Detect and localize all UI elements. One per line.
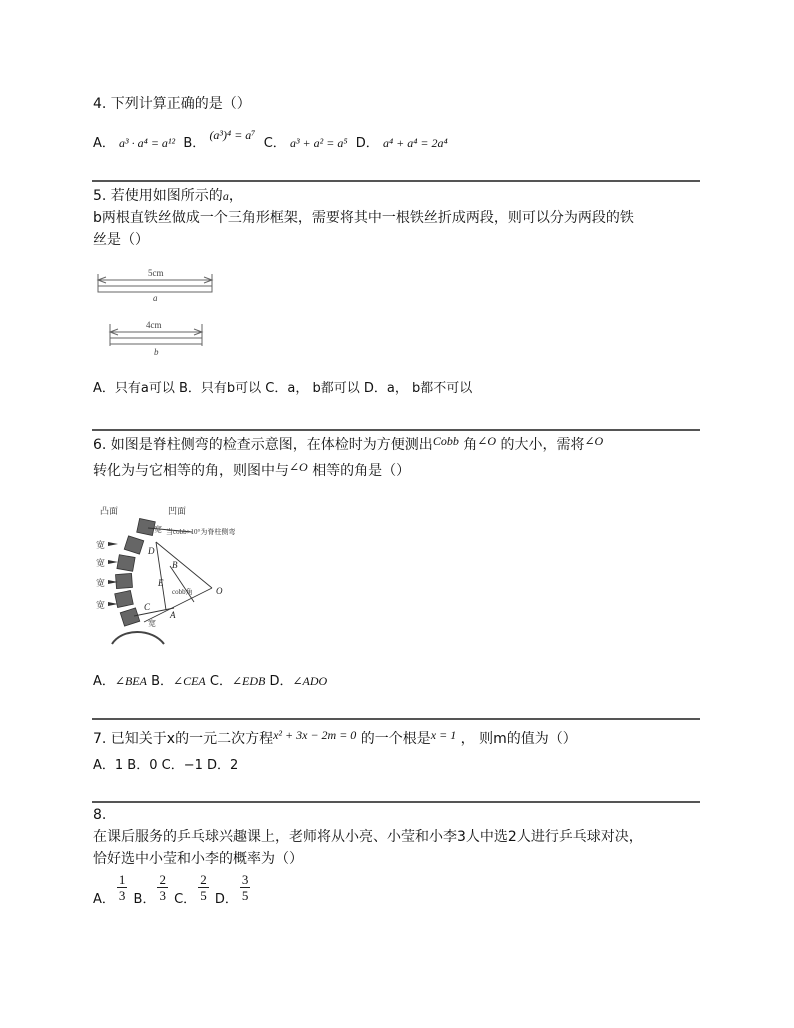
q8-stem-line1: 在课后服务的乒乓球兴趣课上，老师将从小亮、小莹和小李3人中选2人进行乒乓球对决， [93,829,643,845]
q6-angle-o: ∠O [289,460,308,474]
question-6-stem [93,434,603,482]
divider [92,429,700,431]
option-d-label: D． [269,674,293,689]
q7-stem-a: 7. 已知关于x的一元二次方程 [93,731,274,747]
point-e: E [158,578,164,588]
label-wide-4: 宽 [96,600,106,610]
q7-root: x = 1 [430,728,457,742]
q5-stem-line1-a: 5. 若使用如图所示的 [93,188,223,204]
option-d-denominator: 5 [241,888,249,903]
cobb-note: 当cobb>10°为脊柱侧弯 [166,528,236,536]
q6-stem-line1-c: 的大小，需将 [500,437,585,453]
option-b-label: B． [151,674,174,689]
question-5-stem [93,185,634,251]
q6-stem-line2-a: 转化为与它相等的角，则图中与 [93,463,289,479]
divider [92,718,700,720]
q7-equation: x² + 3x − 2m = 0 [273,728,357,742]
question-4-stem: 4. 下列计算正确的是（） [93,96,251,112]
q6-angle-o: ∠O [477,434,497,448]
label-wide-bottom: 宽 [148,619,156,628]
q8-stem-line2: 恰好选中小莹和小李的概率为（） [93,851,303,867]
question-8-options [93,872,252,907]
option-d-numerator: 3 [241,872,249,887]
option-c-label: C． [174,892,197,907]
option-c-numerator: 2 [200,872,207,887]
q5-stem-line2: b两根直铁丝做成一个三角形框架，需要将其中一根铁丝折成两段，则可以分为两段的铁 [93,210,634,226]
q5-var-a: a [222,189,229,203]
option-a-fraction [117,872,128,903]
wire-a-length: 5cm [148,268,164,278]
option-b-label: B． [183,136,206,151]
label-concave: 凹面 [168,506,187,516]
option-d-label: D． [214,892,238,907]
point-d: D [148,546,155,556]
option-a-label: A． [93,674,115,689]
option-c-label: C． [263,136,286,151]
point-o: O [216,586,223,596]
q5-stem-line3: 丝是（） [93,232,149,248]
question-8-stem [93,804,643,870]
option-c-math: a³ + a² = a⁵ [289,136,348,150]
point-a: A [170,610,176,620]
option-b-fraction [157,872,168,903]
question-6-options [93,670,327,689]
option-c-denominator: 5 [200,888,207,903]
option-a-label: A． [93,892,115,907]
label-wide-1: 宽 [96,540,106,550]
q6-stem-line2-b: 相等的角是（） [312,463,411,479]
wire-figure [96,266,220,358]
question-4-options [93,128,448,151]
question-7-options: A．1 B．0 C．−1 D．2 [93,758,239,773]
question-7-stem [93,728,577,750]
option-b-denominator: 3 [159,888,166,903]
label-wide-3: 宽 [96,578,106,588]
q5-stem-line1-b: ， [228,188,243,204]
point-b: B [172,560,178,570]
divider [92,801,700,803]
option-d-label: D． [355,136,379,151]
label-wide-top: 宽 [154,525,162,534]
label-convex: 凸面 [100,506,119,516]
option-d-fraction [240,872,251,903]
q6-stem-line1-b: 角 [463,437,478,453]
wire-b-length: 4cm [146,320,162,330]
q6-angle-o: ∠O [584,434,604,448]
q6-stem-line1-a: 6. 如图是脊柱侧弯的检查示意图，在体检时为方便测出 [93,437,433,453]
option-a-math: a³ · a⁴ = a¹² [119,136,176,150]
q6-cobb: Cobb [432,434,459,448]
option-b-math: ∠CEA [173,674,206,688]
option-a-denominator: 3 [118,888,126,903]
option-a-label: A． [93,136,115,151]
option-b-numerator: 2 [159,872,166,887]
option-a-numerator: 1 [118,872,126,887]
option-c-label: C． [209,674,232,689]
q7-stem-c: ， 则m的值为（） [460,731,577,747]
option-b-math: (a³)⁴ = a⁷ [209,128,256,142]
point-c: C [144,602,151,612]
label-wide-2: 宽 [96,558,106,568]
divider [92,180,700,182]
spine-figure [94,502,294,654]
option-a-math: ∠BEA [114,674,147,688]
option-d-math: ∠ADO [292,674,328,688]
wire-b-name: b [154,347,159,357]
question-5-options: A．只有a可以 B．只有b可以 C．a， b都可以 D．a， b都不可以 [93,381,473,396]
cobb-angle-label: cobb角 [172,588,193,596]
option-c-fraction [198,872,209,903]
option-d-math: a⁴ + a⁴ = 2a⁴ [382,136,448,150]
option-c-math: ∠EDB [231,674,266,688]
option-b-label: B． [133,892,156,907]
q7-stem-b: 的一个根是 [360,731,431,747]
q8-number: 8. [93,807,107,823]
wire-a-name: a [153,293,158,303]
